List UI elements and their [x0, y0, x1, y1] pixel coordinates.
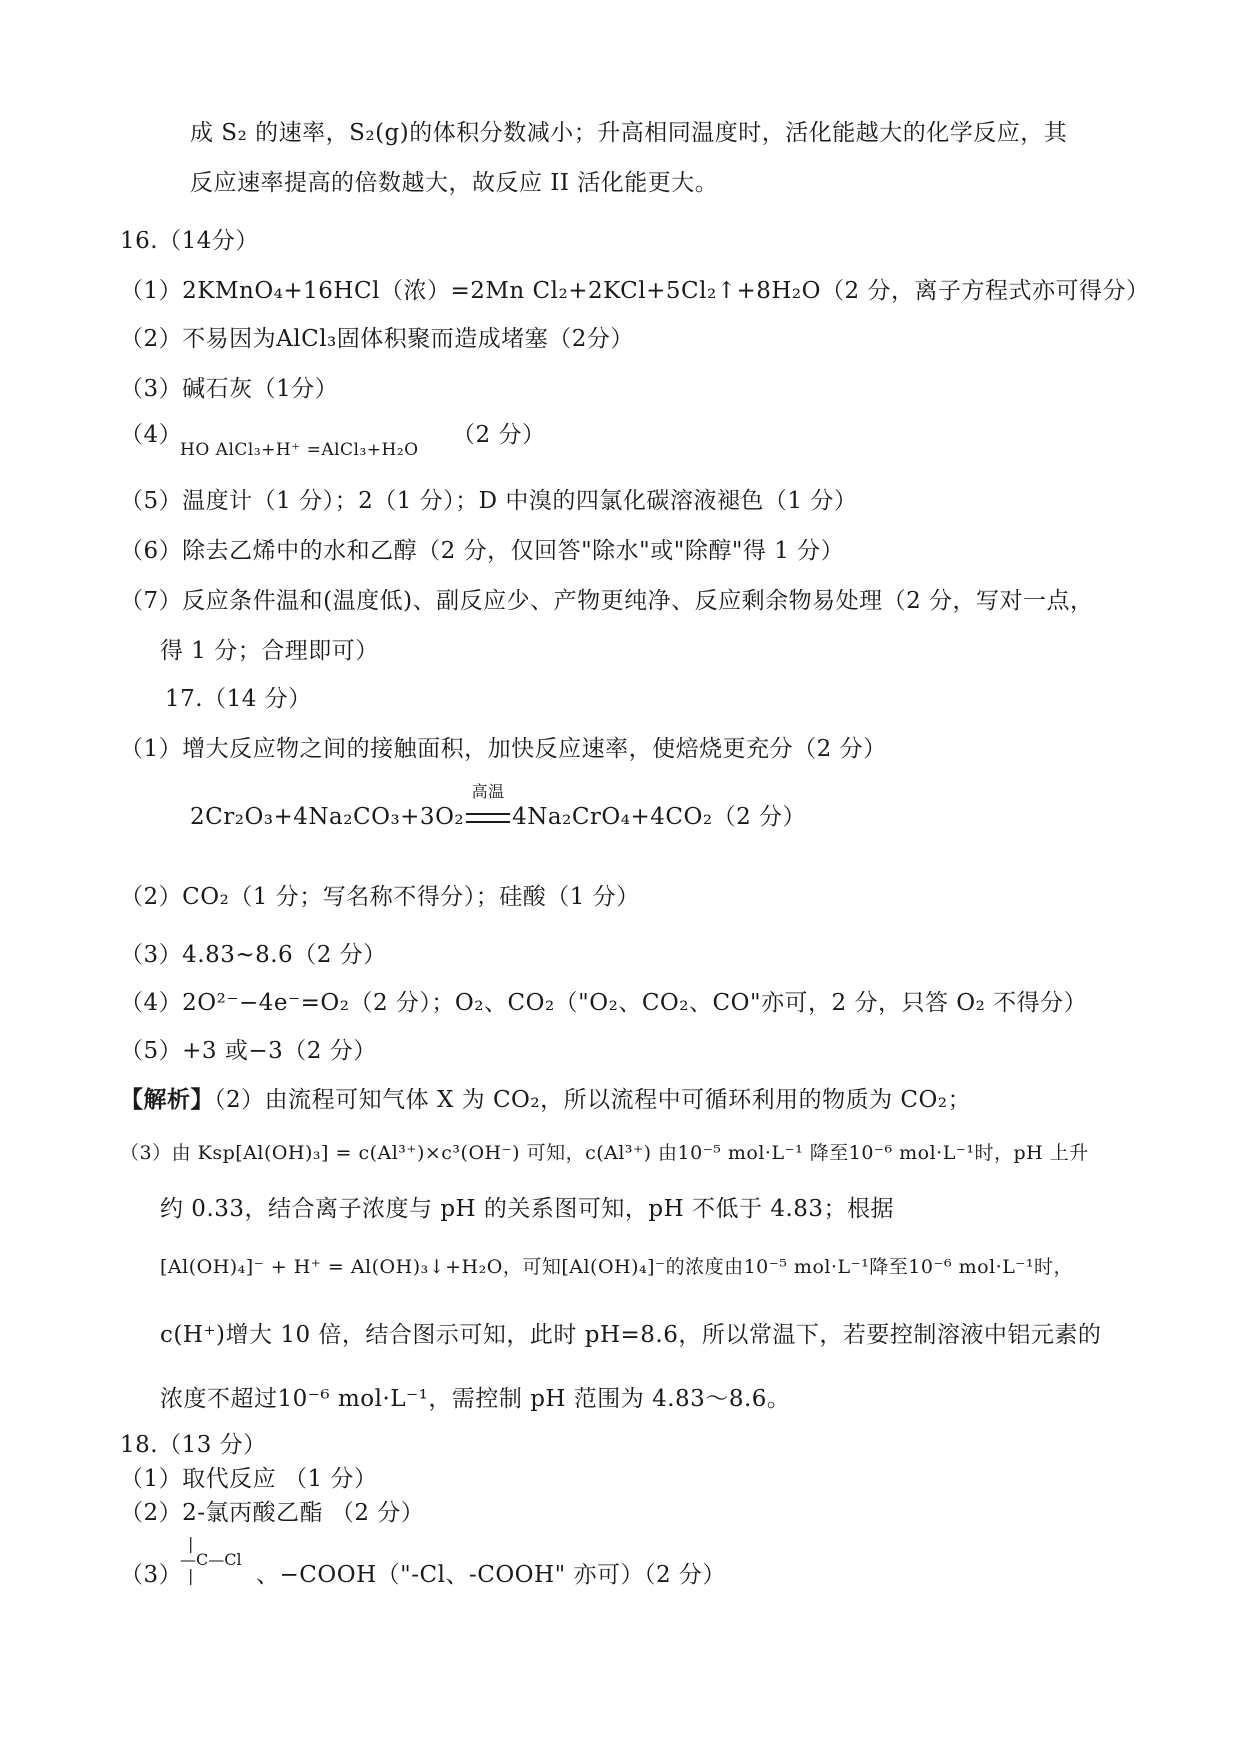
- analysis-line: c(H⁺)增大 10 倍，结合图示可知，此时 pH=8.6，所以常温下，若要控制溶液中铝元素的: [160, 1322, 1102, 1348]
- analysis-line: 约 0.33，结合离子浓度与 pH 的关系图可知，pH 不低于 4.83；根据: [160, 1196, 895, 1222]
- score-note: （2 分）: [452, 422, 546, 448]
- answer-line: （1）增大反应物之间的接触面积，加快反应速率，使焙烧更充分（2 分）: [120, 736, 887, 762]
- answer-line: （2）2-氯丙酸乙酯 （2 分）: [120, 1500, 425, 1526]
- reaction-condition: [466, 782, 510, 832]
- analysis-line: （3）由 Ksp[Al(OH)₃] = c(Al³⁺)×c³(OH⁻) 可知，c(Al³⁺) 由10⁻⁵ mol·L⁻¹ 降至10⁻⁶ mol·L⁻¹时，pH 上升: [120, 1142, 1089, 1164]
- answer-line: （2）CO₂（1 分；写名称不得分）；硅酸（1 分）: [120, 884, 640, 910]
- chemical-equation: [190, 782, 807, 832]
- answer-line: （4）2O²⁻−4e⁻=O₂（2 分）；O₂、CO₂（"O₂、CO₂、CO"亦可，2 分，只答 O₂ 不得分）: [120, 990, 1088, 1016]
- bond-vertical-top: |: [188, 1534, 194, 1553]
- analysis-text: （2）由流程可知气体 X 为 CO₂，所以流程中可循环利用的物质为 CO₂；: [214, 1087, 972, 1113]
- analysis-tag: 【解析】: [120, 1086, 214, 1113]
- answer-line: （3）4.83~8.6（2 分）: [120, 942, 387, 968]
- answer-line: 、−COOH（"-Cl、-COOH" 亦可）（2 分）: [256, 1562, 726, 1588]
- answer-line: （1）2KMnO₄+16HCl（浓）=2Mn Cl₂+2KCl+5Cl₂↑+8H₂O（2 分，离子方程式亦可得分）: [120, 278, 1150, 304]
- question-heading: 16.（14分）: [120, 228, 259, 254]
- double-equals-sign: [466, 813, 510, 823]
- answer-label: （4）: [120, 422, 183, 448]
- answer-line: （3）碱石灰（1分）: [120, 376, 339, 402]
- answer-line: 得 1 分；合理即可）: [160, 638, 379, 664]
- answer-label: （3）: [120, 1562, 183, 1588]
- answer-line: （6）除去乙烯中的水和乙醇（2 分，仅回答"除水"或"除醇"得 1 分）: [120, 538, 845, 564]
- equation-reactants: 2Cr₂O₃+4Na₂CO₃+3O₂: [190, 804, 465, 830]
- analysis-line: [Al(OH)₄]⁻ + H⁺ = Al(OH)₃↓+H₂O，可知[Al(OH)₄]⁻的浓度由10⁻⁵ mol·L⁻¹降至10⁻⁶ mol·L⁻¹时，: [160, 1256, 1073, 1278]
- condition-label: 高温: [471, 782, 505, 801]
- answer-line: （5）温度计（1 分）；2（1 分）；D 中溴的四氯化碳溶液褪色（1 分）: [120, 488, 858, 514]
- question-heading: 17.（14 分）: [165, 686, 312, 712]
- ionic-equation: HO AlCl₃+H⁺ =AlCl₃+H₂O: [180, 440, 419, 460]
- answer-line: （1）取代反应 （1 分）: [120, 1466, 378, 1492]
- text-line: 反应速率提高的倍数越大，故反应 II 活化能更大。: [190, 170, 719, 196]
- text-line: 成 S₂ 的速率，S₂(g)的体积分数减小；升高相同温度时，活化能越大的化学反应，其: [190, 120, 1068, 146]
- answer-line: （7）反应条件温和(温度低)、副反应少、产物更纯净、反应剩余物易处理（2 分，写对一点，: [120, 588, 1094, 614]
- answer-line: （2）不易因为AlCl₃固体积聚而造成堵塞（2分）: [120, 326, 634, 352]
- structural-fragment: —C—Cl: [180, 1550, 242, 1569]
- answer-line: （5）+3 或−3（2 分）: [120, 1038, 377, 1064]
- analysis-line: [120, 1086, 971, 1115]
- question-heading: 18.（13 分）: [120, 1432, 267, 1458]
- bond-vertical-bottom: |: [188, 1566, 194, 1585]
- analysis-line: 浓度不超过10⁻⁶ mol·L⁻¹，需控制 pH 范围为 4.83～8.6。: [160, 1386, 791, 1412]
- equation-products: 4Na₂CrO₄+4CO₂（2 分）: [512, 804, 807, 830]
